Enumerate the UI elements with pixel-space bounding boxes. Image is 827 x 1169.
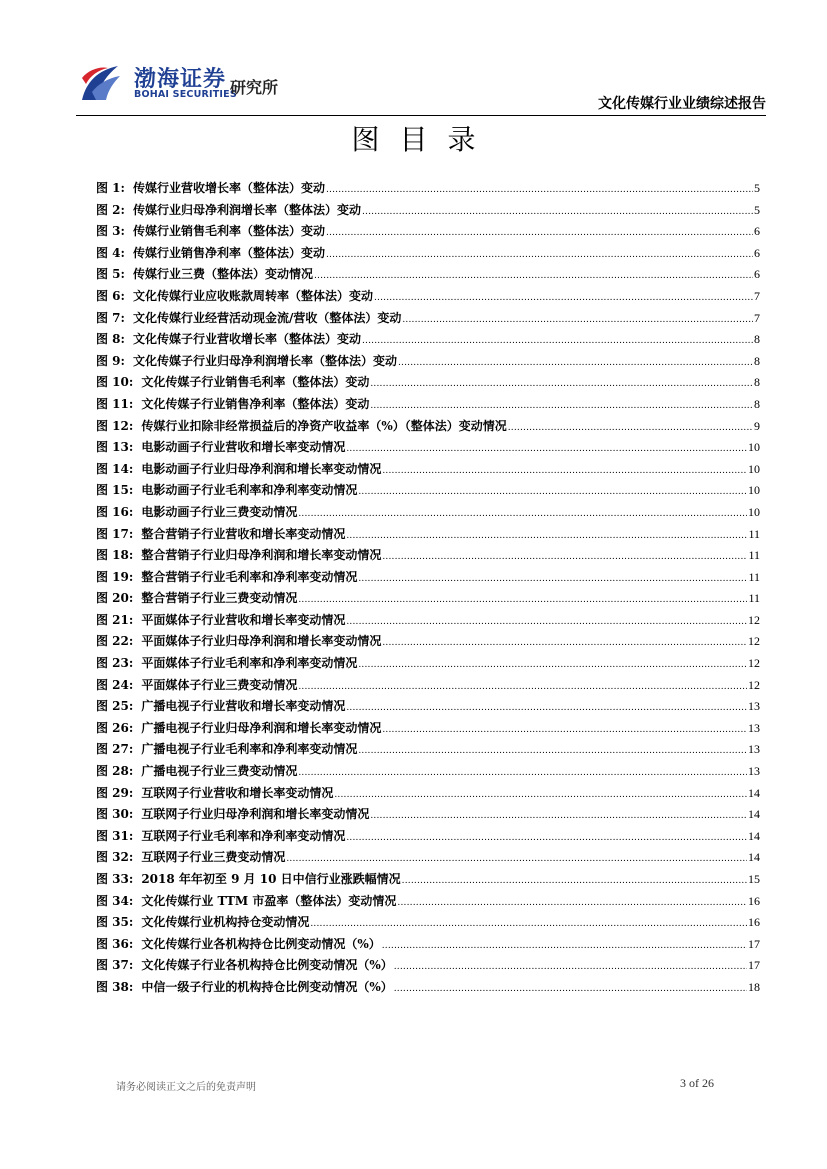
toc-entry[interactable] (96, 696, 760, 718)
toc-entry-page: 14 (748, 785, 760, 800)
toc-entry-label: 图 9: (96, 353, 125, 368)
toc-entry-label: 图 18: (96, 548, 134, 563)
toc-entry-label: 图 13: (96, 440, 134, 455)
toc-entry-page: 8 (754, 396, 760, 411)
toc-entry-page: 10 (748, 483, 760, 498)
toc-entry-label: 图 6: (96, 288, 125, 303)
toc-entry-page: 10 (748, 504, 760, 519)
toc-entry-label: 图 15: (96, 483, 134, 498)
toc-entry-label: 图 30: (96, 807, 134, 822)
toc-entry-title: 整合营销子行业归母净利润和增长率变动情况 (141, 548, 382, 563)
toc-entry-page: 6 (754, 245, 760, 260)
toc-leader-dots (298, 502, 747, 526)
institute-name: 研究所 (230, 78, 279, 97)
toc-leader-dots (346, 437, 747, 461)
toc-entry-title: 中信一级子行业的机构持仓比例变动情况（%） (141, 979, 393, 994)
toc-entry[interactable] (96, 264, 760, 286)
toc-entry-page: 17 (748, 958, 760, 973)
toc-entry-title: 传媒行业归母净利润增长率（整体法）变动 (132, 202, 361, 217)
toc-entry-title: 平面媒体子行业营收和增长率变动情况 (141, 612, 346, 627)
toc-entry-title: 文化传媒行业 TTM 市盈率（整体法）变动情况 (141, 893, 397, 908)
toc-entry-title: 传媒行业三费（整体法）变动情况 (132, 267, 313, 282)
toc-entry-label: 图 8: (96, 332, 125, 347)
toc-entry[interactable] (96, 243, 760, 265)
toc-entry-page: 8 (754, 332, 760, 347)
toc-leader-dots (326, 243, 753, 267)
toc-entry-title: 电影动画子行业归母净利润和增长率变动情况 (141, 461, 382, 476)
toc-entry-page: 13 (748, 699, 760, 714)
toc-entry[interactable] (96, 459, 760, 481)
toc-entry-label: 图 3: (96, 224, 125, 239)
toc-entry-label: 图 23: (96, 656, 134, 671)
toc-entry-title: 文化传媒子行业销售净利率（整体法）变动 (141, 396, 370, 411)
toc-entry[interactable] (96, 394, 760, 416)
toc-leader-dots (310, 912, 747, 936)
toc-entry-label: 图 36: (96, 936, 134, 951)
toc-heading: 图目录 (351, 123, 496, 156)
toc-entry[interactable] (96, 610, 760, 632)
toc-entry-label: 图 35: (96, 915, 134, 930)
toc-leader-dots (397, 891, 747, 915)
toc-entry-title: 文化传媒子行业归母净利润增长率（整体法）变动 (132, 353, 397, 368)
toc-entry-label: 图 20: (96, 591, 134, 606)
toc-entry[interactable] (96, 588, 760, 610)
bohai-securities-logo (76, 58, 306, 108)
toc-entry-page: 5 (754, 181, 760, 195)
toc-entry[interactable] (96, 329, 760, 351)
footer-disclaimer: 请务必阅读正文之后的免责声明 (116, 1082, 256, 1093)
toc-entry-title: 整合营销子行业营收和增长率变动情况 (141, 526, 346, 541)
toc-entry[interactable] (96, 567, 760, 589)
toc-entry-page: 6 (754, 267, 760, 282)
toc-leader-dots (326, 221, 753, 245)
toc-entry-label: 图 14: (96, 461, 134, 476)
toc-entry-title: 整合营销子行业三费变动情况 (141, 591, 298, 606)
toc-entry-title: 文化传媒子行业营收增长率（整体法）变动 (132, 332, 361, 347)
toc-entry-page: 16 (748, 915, 760, 930)
toc-entry-label: 图 7: (96, 310, 125, 325)
toc-entry[interactable] (96, 804, 760, 826)
toc-leader-dots (358, 480, 747, 504)
toc-leader-dots (358, 739, 747, 763)
toc-entry-title: 传媒行业扣除非经常损益后的净资产收益率（%）（整体法）变动情况 (141, 418, 507, 433)
toc-entry-label: 图 24: (96, 677, 134, 692)
toc-entry-page: 7 (754, 288, 760, 303)
toc-entry[interactable] (96, 437, 760, 459)
toc-entry-title: 互联网子行业归母净利润和增长率变动情况 (141, 807, 370, 822)
toc-entry[interactable] (96, 502, 760, 524)
toc-entry-label: 图 12: (96, 418, 134, 433)
toc-entry-label: 图 31: (96, 828, 134, 843)
toc-entry-page: 11 (748, 591, 760, 606)
toc-entry-title: 平面媒体子行业毛利率和净利率变动情况 (141, 656, 358, 671)
toc-leader-dots (382, 459, 747, 483)
toc-entry-label: 图 38: (96, 979, 134, 994)
toc-entry[interactable] (96, 847, 760, 869)
toc-entry-title: 文化传媒行业应收账款周转率（整体法）变动 (132, 288, 373, 303)
toc-entry[interactable] (96, 955, 760, 977)
toc-entry-page: 10 (748, 461, 760, 476)
toc-entry-title: 广播电视子行业归母净利润和增长率变动情况 (141, 720, 382, 735)
footer-page-number: 3 of 26 (680, 1076, 714, 1090)
toc-entry-page: 13 (748, 720, 760, 735)
toc-entry[interactable] (96, 524, 760, 546)
toc-entry-page: 10 (748, 440, 760, 455)
toc-leader-dots (382, 718, 747, 742)
toc-leader-dots (402, 869, 747, 893)
toc-entry-label: 图 34: (96, 893, 134, 908)
toc-entry-page: 5 (754, 202, 760, 217)
toc-leader-dots (508, 416, 753, 440)
toc-entry-page: 12 (748, 677, 760, 692)
toc-entry[interactable] (96, 480, 760, 502)
toc-entry-page: 12 (748, 612, 760, 627)
toc-entry[interactable] (96, 826, 760, 848)
toc-entry-label: 图 16: (96, 504, 134, 519)
toc-entry-page: 14 (748, 828, 760, 843)
toc-entry[interactable] (96, 286, 760, 308)
toc-entry-label: 图 11: (96, 396, 134, 411)
toc-leader-dots (394, 977, 747, 1001)
toc-entry[interactable] (96, 416, 760, 438)
logo-english-name: BOHAI SECURITIES (134, 89, 237, 100)
toc-entry[interactable] (96, 891, 760, 913)
toc-entry-title: 传媒行业营收增长率（整体法）变动 (132, 181, 325, 195)
toc-entry-title: 广播电视子行业毛利率和净利率变动情况 (141, 742, 358, 757)
toc-entry[interactable] (96, 977, 760, 999)
toc-leader-dots (374, 286, 753, 310)
toc-leader-dots (346, 826, 747, 850)
toc-leader-dots (298, 588, 747, 612)
toc-entry-label: 图 19: (96, 569, 134, 584)
toc-entry-label: 图 25: (96, 699, 134, 714)
toc-leader-dots (326, 178, 753, 202)
toc-entry-title: 2018 年年初至 9 月 10 日中信行业涨跌幅情况 (141, 872, 401, 886)
toc-entry-title: 传媒行业销售毛利率（整体法）变动 (132, 224, 325, 239)
toc-leader-dots (398, 351, 753, 375)
toc-entry[interactable] (96, 178, 760, 200)
toc-entry[interactable] (96, 934, 760, 956)
toc-entry-title: 整合营销子行业毛利率和净利率变动情况 (141, 569, 358, 584)
toc-entry-label: 图 22: (96, 634, 134, 649)
toc-entry-label: 图 2: (96, 202, 125, 217)
toc-leader-dots (382, 545, 747, 569)
toc-leader-dots (334, 783, 747, 807)
toc-entry[interactable] (96, 653, 760, 675)
toc-entry-label: 图 32: (96, 850, 134, 865)
toc-entry-label: 图 26: (96, 720, 134, 735)
toc-leader-dots (362, 329, 753, 353)
toc-entry-title: 文化传媒行业各机构持仓比例变动情况（%） (141, 936, 381, 951)
toc-entry-title: 电影动画子行业毛利率和净利率变动情况 (141, 483, 358, 498)
header-divider (76, 115, 766, 116)
toc-entry[interactable] (96, 308, 760, 330)
toc-leader-dots (370, 804, 747, 828)
toc-entry[interactable] (96, 783, 760, 805)
toc-entry-label: 图 33: (96, 872, 134, 886)
toc-leader-dots (358, 567, 747, 591)
toc-entry-page: 8 (754, 353, 760, 368)
toc-entry-title: 电影动画子行业营收和增长率变动情况 (141, 440, 346, 455)
report-title: 文化传媒行业业绩综述报告 (598, 96, 766, 112)
toc-entry-label: 图 1: (96, 181, 125, 195)
toc-leader-dots (358, 653, 747, 677)
toc-entry-title: 电影动画子行业三费变动情况 (141, 504, 298, 519)
toc-entry[interactable] (96, 545, 760, 567)
toc-entry-page: 13 (748, 742, 760, 757)
toc-entry-title: 文化传媒子行业各机构持仓比例变动情况（%） (141, 958, 393, 973)
toc-entry[interactable] (96, 675, 760, 697)
toc-entry-label: 图 10: (96, 375, 134, 390)
toc-entry-page: 8 (754, 375, 760, 390)
toc-leader-dots (382, 631, 747, 655)
toc-entry-page: 14 (748, 850, 760, 865)
toc-entry[interactable] (96, 631, 760, 653)
toc-entry-label: 图 5: (96, 267, 125, 282)
toc-entry-label: 图 4: (96, 245, 125, 260)
toc-entry-title: 文化传媒行业机构持仓变动情况 (141, 915, 310, 930)
toc-entry-page: 7 (754, 310, 760, 325)
toc-entry[interactable] (96, 869, 760, 891)
toc-entry[interactable] (96, 351, 760, 373)
toc-entry-title: 互联网子行业营收和增长率变动情况 (141, 785, 334, 800)
toc-entry-page: 13 (748, 764, 760, 779)
toc-entry-title: 平面媒体子行业三费变动情况 (141, 677, 298, 692)
toc-entry-title: 广播电视子行业三费变动情况 (141, 764, 298, 779)
toc-entry-title: 广播电视子行业营收和增长率变动情况 (141, 699, 346, 714)
toc-entry-title: 平面媒体子行业归母净利润和增长率变动情况 (141, 634, 382, 649)
page-header (76, 58, 766, 116)
toc-entry-page: 18 (748, 979, 760, 994)
toc-entry-title: 文化传媒行业经营活动现金流/营收（整体法）变动 (132, 310, 402, 325)
toc-entry[interactable] (96, 761, 760, 783)
toc-leader-dots (286, 847, 747, 871)
toc-entry[interactable] (96, 221, 760, 243)
toc-leader-dots (370, 394, 753, 418)
toc-entry-page: 12 (748, 656, 760, 671)
toc-entry-label: 图 28: (96, 764, 134, 779)
toc-entry-label: 图 37: (96, 958, 134, 973)
toc-entry-title: 互联网子行业三费变动情况 (141, 850, 286, 865)
toc-entry-label: 图 29: (96, 785, 134, 800)
toc-entry-title: 传媒行业销售净利率（整体法）变动 (132, 245, 325, 260)
toc-entry[interactable] (96, 200, 760, 222)
toc-entry[interactable] (96, 912, 760, 934)
toc-leader-dots (298, 761, 747, 785)
toc-leader-dots (346, 610, 747, 634)
toc-entry-page: 16 (748, 893, 760, 908)
toc-entry[interactable] (96, 739, 760, 761)
toc-entry-page: 11 (748, 548, 760, 563)
toc-leader-dots (394, 955, 747, 979)
toc-leader-dots (298, 675, 747, 699)
toc-leader-dots (362, 200, 753, 224)
toc-entry-title: 文化传媒子行业销售毛利率（整体法）变动 (141, 375, 370, 390)
toc-leader-dots (370, 372, 753, 396)
toc-entry-page: 12 (748, 634, 760, 649)
toc-entry-page: 9 (754, 418, 760, 433)
logo-chinese-name: 渤海证券 (134, 67, 227, 92)
toc-leader-dots (314, 264, 753, 288)
toc-leader-dots (346, 696, 747, 720)
toc-entry-title: 互联网子行业毛利率和净利率变动情况 (141, 828, 346, 843)
toc-leader-dots (402, 308, 753, 332)
toc-entry[interactable] (96, 372, 760, 394)
toc-leader-dots (346, 524, 747, 548)
toc-entry-page: 6 (754, 224, 760, 239)
toc-entry-label: 图 27: (96, 742, 134, 757)
toc-entry-label: 图 21: (96, 612, 134, 627)
toc-leader-dots (382, 934, 747, 958)
toc-entry-label: 图 17: (96, 526, 134, 541)
toc-entry-page: 11 (748, 526, 760, 541)
table-of-figures (96, 178, 760, 999)
toc-entry[interactable] (96, 718, 760, 740)
toc-entry-page: 17 (748, 936, 760, 951)
toc-entry-page: 11 (748, 569, 760, 584)
toc-entry-page: 14 (748, 807, 760, 822)
bohai-logo-icon (78, 62, 122, 104)
toc-entry-page: 15 (748, 872, 760, 886)
